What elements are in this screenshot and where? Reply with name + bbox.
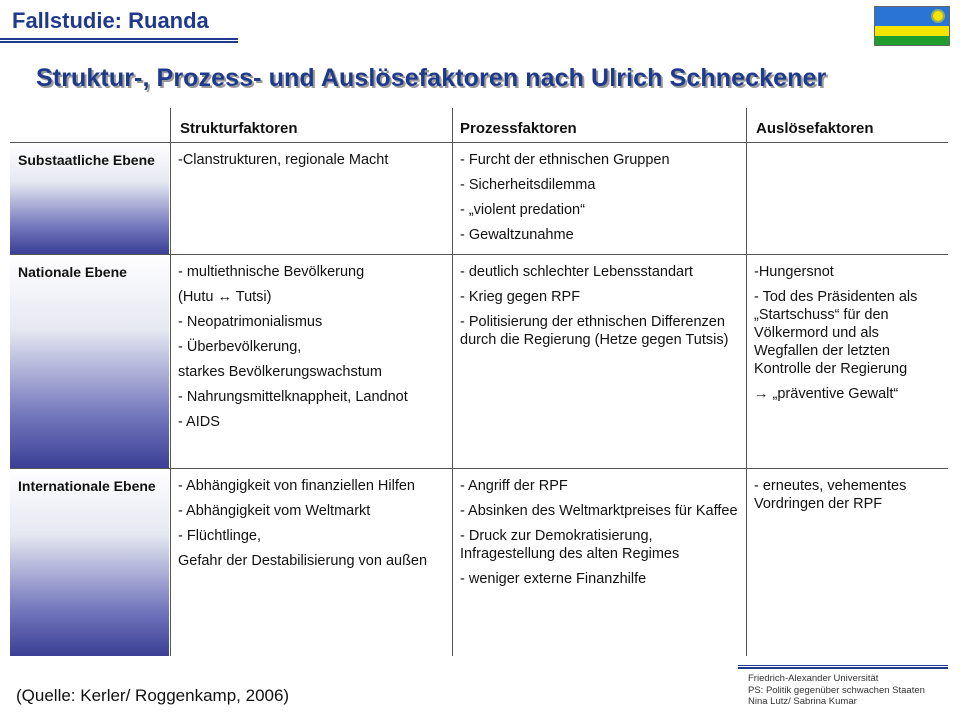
list-item: - Gewaltzunahme (460, 227, 574, 243)
list-item: starkes Bevölkerungswachstum (178, 364, 382, 380)
list-item: - Druck zur Demokratisierung, Infragestellung des alten Regimes (460, 528, 680, 562)
list-item: - AIDS (178, 414, 220, 430)
list-item: - weniger externe Finanzhilfe (460, 571, 647, 587)
cell-struktur-national (170, 255, 452, 438)
list-item: - Neopatrimonialismus (178, 314, 323, 330)
list-item: - erneutes, vehementes Vordringen der RPF (754, 478, 907, 512)
column-header-prozess (452, 108, 746, 142)
list-item: (Hutu ↔ Tutsi) (178, 289, 272, 305)
header-underline (0, 38, 238, 43)
page-header-title: Fallstudie: Ruanda (12, 8, 209, 33)
list-item: - Angriff der RPF (460, 478, 568, 494)
list-item: - Abhängigkeit vom Weltmarkt (178, 503, 371, 519)
list-item: - Absinken des Weltmarktpreises für Kaffee (460, 503, 738, 519)
column-header-struktur (170, 108, 452, 142)
source-citation: (Quelle: Kerler/ Roggenkamp, 2006) (16, 686, 290, 705)
factors-table (0, 108, 960, 656)
cell-struktur-international (170, 469, 452, 577)
cell-ausloese-national (746, 255, 948, 410)
column-header-label: Strukturfaktoren (180, 120, 298, 137)
list-item: - Tod des Präsidenten als „Startschuss“ für den Völkermord und als Wegfallen der letzten Kontrolle der Regierung (754, 289, 918, 377)
cell-prozess-national (452, 255, 746, 356)
flag-sun-icon (933, 11, 943, 21)
footer-credits (748, 673, 925, 708)
list-item: - multiethnische Bevölkerung (178, 264, 365, 280)
flag-green-band (875, 36, 949, 46)
column-header-label: Prozessfaktoren (460, 120, 577, 137)
flag-yellow-band (875, 26, 949, 36)
list-item: - Furcht der ethnischen Gruppen (460, 152, 670, 168)
footer-line: Nina Lutz/ Sabrina Kumar (748, 696, 857, 707)
list-item: - Nahrungsmittelknappheit, Landnot (178, 389, 408, 405)
list-item: - „violent predation“ (460, 202, 585, 218)
cell-prozess-international (452, 469, 746, 595)
list-item: - Überbevölkerung, (178, 339, 302, 355)
list-item: - Flüchtlinge, (178, 528, 262, 544)
list-item: Gefahr der Destabilisierung von außen (178, 553, 428, 569)
slide-subtitle: Struktur-, Prozess- und Auslösefaktoren nach Ulrich Schneckener (36, 64, 827, 92)
list-item: -Hungersnot (754, 264, 834, 280)
footer-rule (738, 665, 948, 669)
list-item: - Sicherheitsdilemma (460, 177, 596, 193)
list-item: → „präventive Gewalt“ (754, 386, 899, 402)
cell-ausloese-substaatlich (746, 143, 948, 151)
row-header-substaatlich: Substaatliche Ebene (10, 143, 169, 254)
footer-line: Friedrich-Alexander Universität (748, 673, 879, 684)
list-item: - Abhängigkeit von finanziellen Hilfen (178, 478, 415, 494)
row-header-international: Internationale Ebene (10, 469, 169, 656)
list-item: - Krieg gegen RPF (460, 289, 581, 305)
list-item: - deutlich schlechter Lebensstandart (460, 264, 693, 280)
list-item: - Politisierung der ethnischen Differenzen durch die Regierung (Hetze gegen Tutsis) (460, 314, 729, 348)
cell-prozess-substaatlich (452, 143, 746, 251)
list-item: -Clanstrukturen, regionale Macht (178, 152, 389, 168)
cell-ausloese-international (746, 469, 948, 520)
column-header-ausloese (746, 108, 946, 142)
footer-line: PS: Politik gegenüber schwachen Staaten (748, 684, 925, 696)
rwanda-flag-icon (874, 6, 950, 46)
row-header-national: Nationale Ebene (10, 255, 169, 468)
cell-struktur-substaatlich (170, 143, 452, 176)
column-header-label: Auslösefaktoren (756, 120, 874, 137)
